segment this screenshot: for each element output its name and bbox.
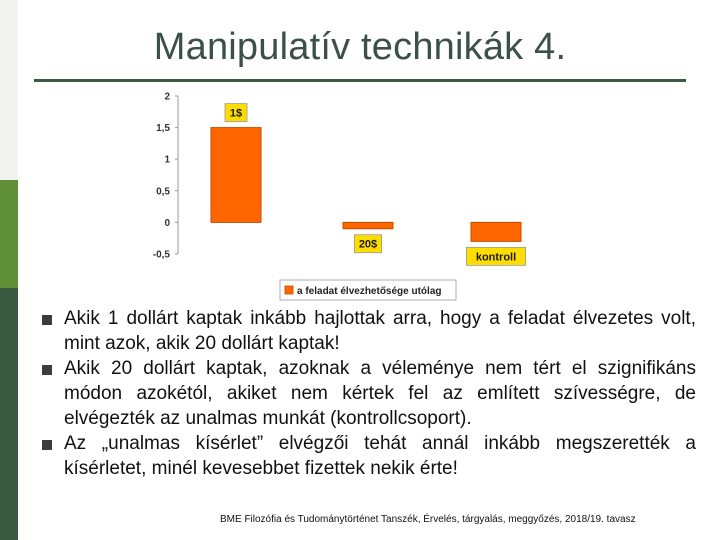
- bullet-list: [40, 306, 696, 481]
- y-tick-label: 2: [164, 91, 170, 103]
- sidebar-stripe-accent: [0, 180, 18, 288]
- y-tick-label: 0,5: [156, 186, 170, 198]
- bullet-item: [40, 306, 696, 356]
- square-bullet-icon: [42, 365, 52, 375]
- sidebar-stripe-top: [0, 0, 18, 180]
- y-tick-label: -0,5: [152, 249, 170, 261]
- y-tick-label: 1: [164, 154, 170, 166]
- legend-swatch: [285, 286, 293, 294]
- square-bullet-icon: [42, 315, 52, 325]
- bar-1: [343, 222, 393, 228]
- bullet-text: Az „unalmas kísérlet” elvégzői tehát annál inkább megszerették a kísérletet, minél kevesebbet fizettek nekik érte!: [64, 433, 696, 479]
- bullet-item: [40, 431, 696, 481]
- slide-title: Manipulatív technikák 4.: [153, 26, 567, 68]
- bullet-text: Akik 20 dollárt kaptak, azoknak a véleménye nem tért el szignifikáns módon azokétól, akiket nem kértek fel az említett szívességre, de elvégezték az unalmas munkát (kontrollcsoport).: [64, 358, 696, 429]
- sidebar-stripe-bottom: [0, 288, 18, 540]
- bullet-item: [40, 356, 696, 431]
- square-bullet-icon: [42, 440, 52, 450]
- data-label: 20$: [358, 238, 378, 251]
- bar-2: [471, 222, 521, 241]
- bar-0: [211, 128, 261, 223]
- y-tick-label: 1,5: [156, 123, 170, 135]
- y-tick-label: 0: [164, 217, 170, 229]
- data-label: kontroll: [475, 251, 517, 264]
- legend-label: a feladat élvezhetősége utólag: [297, 286, 442, 297]
- footer-text: BME Filozófia és Tudománytörténet Tanszék, Érvelés, tárgyalás, meggyőzés, 2018/19. tavasz: [220, 514, 636, 525]
- bar-chart: [140, 86, 580, 306]
- title-divider: [34, 79, 686, 82]
- bullet-text: Akik 1 dollárt kaptak inkább hajlottak arra, hogy a feladat élvezetes volt, mint azok, akik 20 dollárt kaptak!: [64, 308, 696, 354]
- chart-plot-area: [153, 92, 526, 301]
- data-label: 1$: [229, 107, 243, 120]
